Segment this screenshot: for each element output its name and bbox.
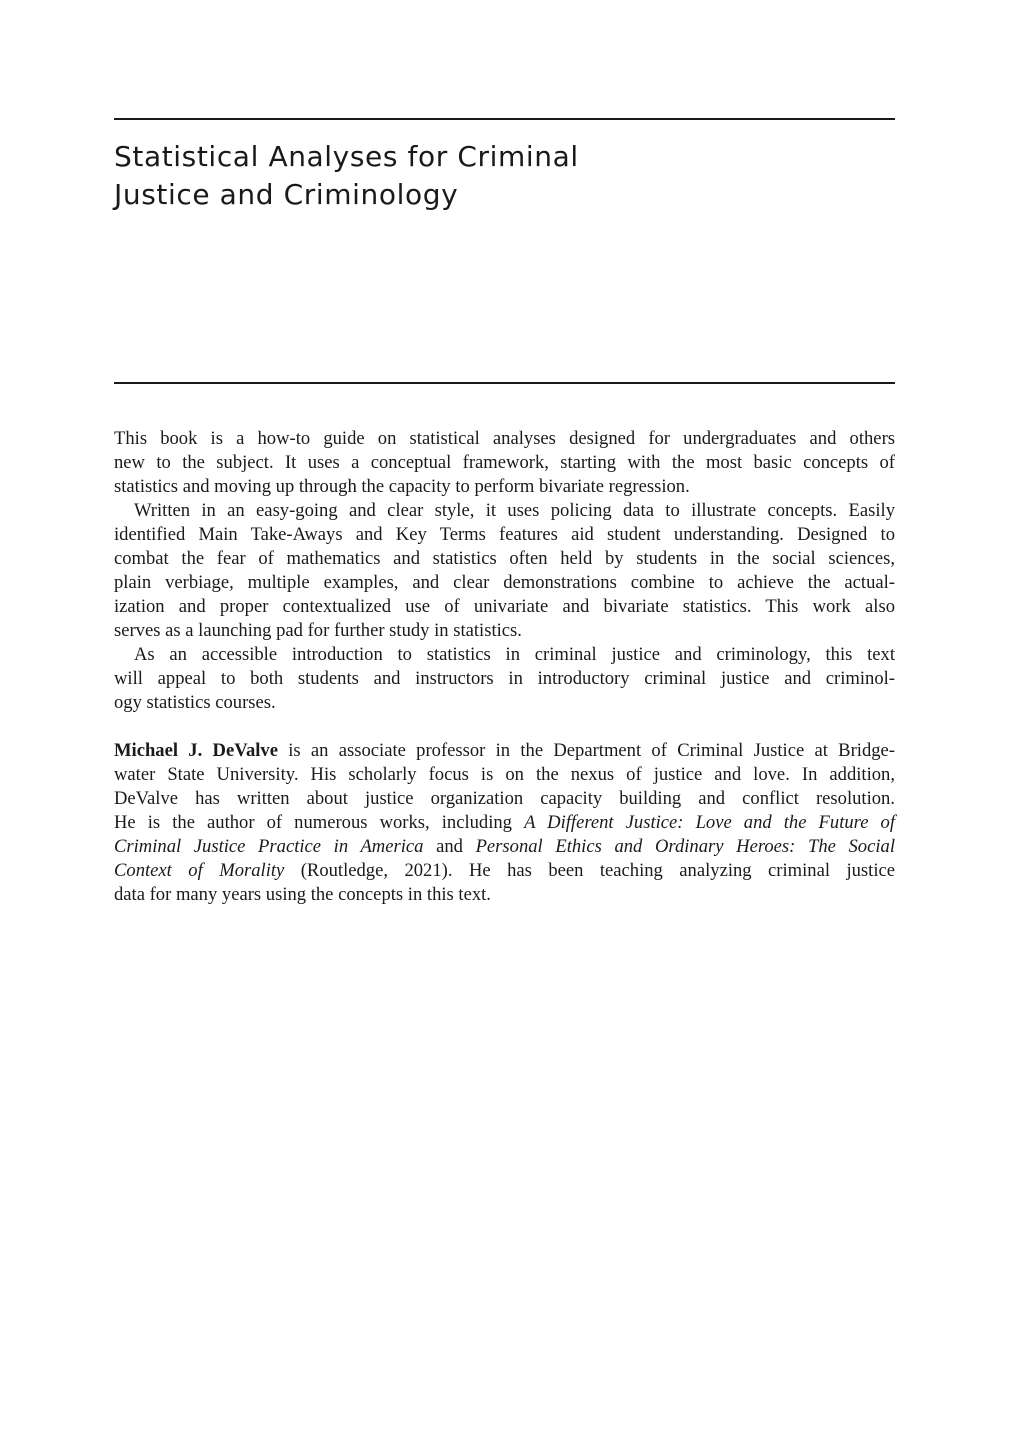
- text-line: data for many years using the concepts in this text.: [114, 884, 491, 905]
- text-line: [114, 835, 895, 859]
- title-line-2: Justice and Criminology: [114, 178, 459, 211]
- book-title-reference: Personal Ethics and Ordinary Heroes: The Social: [475, 836, 895, 857]
- top-rule: [114, 118, 895, 120]
- text-line: will appeal to both students and instructors in introductory criminal justice and criminol-: [114, 668, 895, 689]
- description-paragraph-1: [114, 427, 895, 499]
- text-line: [114, 859, 895, 883]
- book-title: [114, 138, 814, 214]
- bio-text: He is the author of numerous works, including: [114, 812, 525, 833]
- bio-text: is an associate professor in the Department of Criminal Justice at Bridge-: [277, 740, 895, 761]
- text-line: combat the fear of mathematics and statistics often held by students in the social sciences,: [114, 548, 895, 569]
- book-description: [114, 427, 895, 715]
- book-title-reference: A Different Justice: Love and the Future of: [524, 812, 895, 833]
- text-line: DeValve has written about justice organization capacity building and conflict resolution.: [114, 788, 895, 809]
- text-line: ogy statistics courses.: [114, 692, 276, 713]
- title-line-1: Statistical Analyses for Criminal: [114, 140, 579, 173]
- book-title-reference: Context of Morality: [114, 860, 285, 881]
- text-line: statistics and moving up through the capacity to perform bivariate regression.: [114, 476, 690, 497]
- description-paragraph-3: [114, 643, 895, 715]
- book-title-reference: Criminal Justice Practice in America: [114, 836, 424, 857]
- bottom-rule: [114, 382, 895, 384]
- text-line: water State University. His scholarly focus is on the nexus of justice and love. In addition,: [114, 764, 895, 785]
- bio-text: (Routledge, 2021). He has been teaching analyzing criminal justice: [284, 860, 895, 881]
- author-name: Michael J. DeValve: [114, 740, 278, 761]
- author-bio: [114, 739, 895, 907]
- text-line: This book is a how-to guide on statistical analyses designed for undergraduates and others: [114, 428, 895, 449]
- text-line: ization and proper contextualized use of univariate and bivariate statistics. This work also: [114, 596, 895, 617]
- description-paragraph-2: [114, 499, 895, 643]
- text-line: As an accessible introduction to statistics in criminal justice and criminology, this text: [134, 644, 895, 665]
- text-line: identified Main Take-Aways and Key Terms features aid student understanding. Designed to: [114, 524, 895, 545]
- text-line: new to the subject. It uses a conceptual framework, starting with the most basic concepts of: [114, 452, 895, 473]
- text-line: [114, 811, 895, 835]
- text-line: Written in an easy-going and clear style, it uses policing data to illustrate concepts. Easily: [134, 500, 895, 521]
- text-line: [114, 739, 895, 763]
- bio-text: and: [423, 836, 476, 857]
- text-line: plain verbiage, multiple examples, and clear demonstrations combine to achieve the actual-: [114, 572, 895, 593]
- text-line: serves as a launching pad for further study in statistics.: [114, 620, 522, 641]
